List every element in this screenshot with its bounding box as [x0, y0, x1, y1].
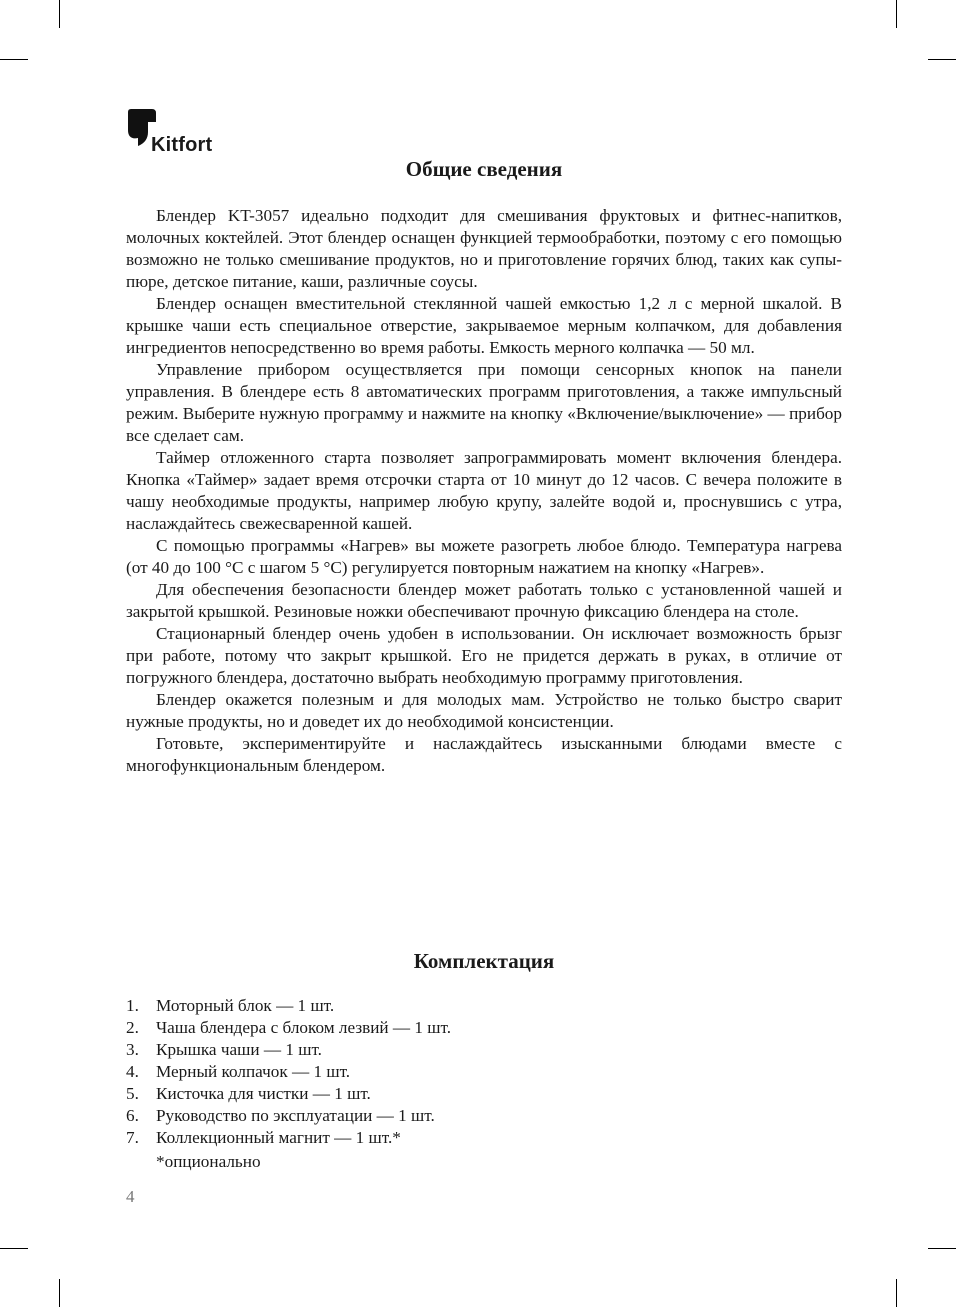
- general-body: [126, 205, 842, 777]
- crop-mark: [896, 0, 897, 28]
- paragraph: Для обеспечения безопасности блендер может работать только с установленной чашей и закрытой крышкой. Резиновые ножки обеспечивают прочную фиксацию блендера на столе.: [126, 580, 842, 621]
- list-item-number: 5.: [126, 1084, 139, 1103]
- paragraph: Управление прибором осуществляется при помощи сенсорных кнопок на панели управления. В блендере есть 8 автоматических программ приготовления, а также импульсный режим. Выберите нужную программу и нажмите на кнопку «Включение/выключение» — прибор все сделает сам.: [126, 360, 842, 445]
- paragraph: Готовьте, экспериментируйте и наслаждайтесь изысканными блюдами вместе с многофункциональным блендером.: [126, 734, 842, 775]
- crop-mark: [0, 1248, 28, 1249]
- paragraph: Блендер окажется полезным и для молодых мам. Устройство не только быстро сварит нужные продукты, но и доведет их до необходимой консистенции.: [126, 690, 842, 731]
- crop-mark: [896, 1279, 897, 1307]
- list-item: [126, 1039, 842, 1061]
- list-item-number: 1.: [126, 996, 139, 1015]
- list-item-text: Руководство по эксплуатации — 1 шт.: [156, 1106, 435, 1125]
- list-item-number: 2.: [126, 1018, 139, 1037]
- list-item-text: Крышка чаши — 1 шт.: [156, 1040, 322, 1059]
- list-item-text: Моторный блок — 1 шт.: [156, 996, 335, 1015]
- paragraph: Блендер оснащен вместительной стеклянной чашей емкостью 1,2 л с мерной шкалой. В крышке чаши есть специальное отверстие, закрываемое мерным колпачком, для добавления ингредиентов непосредственно во время работы. Емкость мерного колпачка — 50 мл.: [126, 294, 842, 357]
- crop-mark: [928, 59, 956, 60]
- section-title-kit: Комплектация: [413, 949, 555, 973]
- section-title-general: Общие сведения: [405, 157, 563, 181]
- list-item: [126, 1127, 842, 1149]
- list-item-text: Кисточка для чистки — 1 шт.: [156, 1084, 371, 1103]
- kit-footnote: *опционально: [156, 1152, 261, 1171]
- kitfort-logo: [126, 108, 256, 158]
- list-item-text: Коллекционный магнит — 1 шт.*: [156, 1128, 401, 1147]
- list-item-text: Мерный колпачок — 1 шт.: [156, 1062, 351, 1081]
- paragraph: Таймер отложенного старта позволяет запрограммировать момент включения блендера. Кнопка «Таймер» задает время отсрочки старта от 10 минут до 12 часов. С вечера положите в чашу необходимые продукты, например любую крупу, залейте водой и, проснувшись с утра, наслаждайтесь свежесваренной кашей.: [126, 448, 842, 533]
- kit-list: [126, 995, 842, 1149]
- crop-mark: [0, 59, 28, 60]
- crop-mark: [59, 0, 60, 28]
- page-number: 4: [126, 1187, 135, 1206]
- list-item-number: 3.: [126, 1040, 139, 1059]
- list-item: [126, 1017, 842, 1039]
- list-item: [126, 1105, 842, 1127]
- list-item-number: 4.: [126, 1062, 139, 1081]
- list-item-number: 7.: [126, 1128, 139, 1147]
- list-item: [126, 995, 842, 1017]
- paragraph: Стационарный блендер очень удобен в использовании. Он исключает возможность брызг при работе, потому что закрыт крышкой. Его не придется держать в руках, в отличие от погружного блендера, достаточно выбрать необходимую программу приготовления.: [126, 624, 842, 687]
- list-item-text: Чаша блендера с блоком лезвий — 1 шт.: [156, 1018, 452, 1037]
- crop-mark: [59, 1279, 60, 1307]
- paragraph: С помощью программы «Нагрев» вы можете разогреть любое блюдо. Температура нагрева (от 40 до 100 °С с шагом 5 °С) регулируется повторным нажатием на кнопку «Нагрев».: [126, 536, 842, 577]
- crop-mark: [928, 1248, 956, 1249]
- list-item: [126, 1083, 842, 1105]
- list-item: [126, 1061, 842, 1083]
- paragraph: Блендер KT-3057 идеально подходит для смешивания фруктовых и фитнес-напитков, молочных коктейлей. Этот блендер оснащен функцией термообработки, поэтому с его помощью возможно не только смешивание продуктов, но и приготовление горячих блюд, таких как супы-пюре, детское питание, каши, различные соусы.: [126, 206, 842, 291]
- logo-text: Kitfort: [151, 134, 213, 156]
- list-item-number: 6.: [126, 1106, 139, 1125]
